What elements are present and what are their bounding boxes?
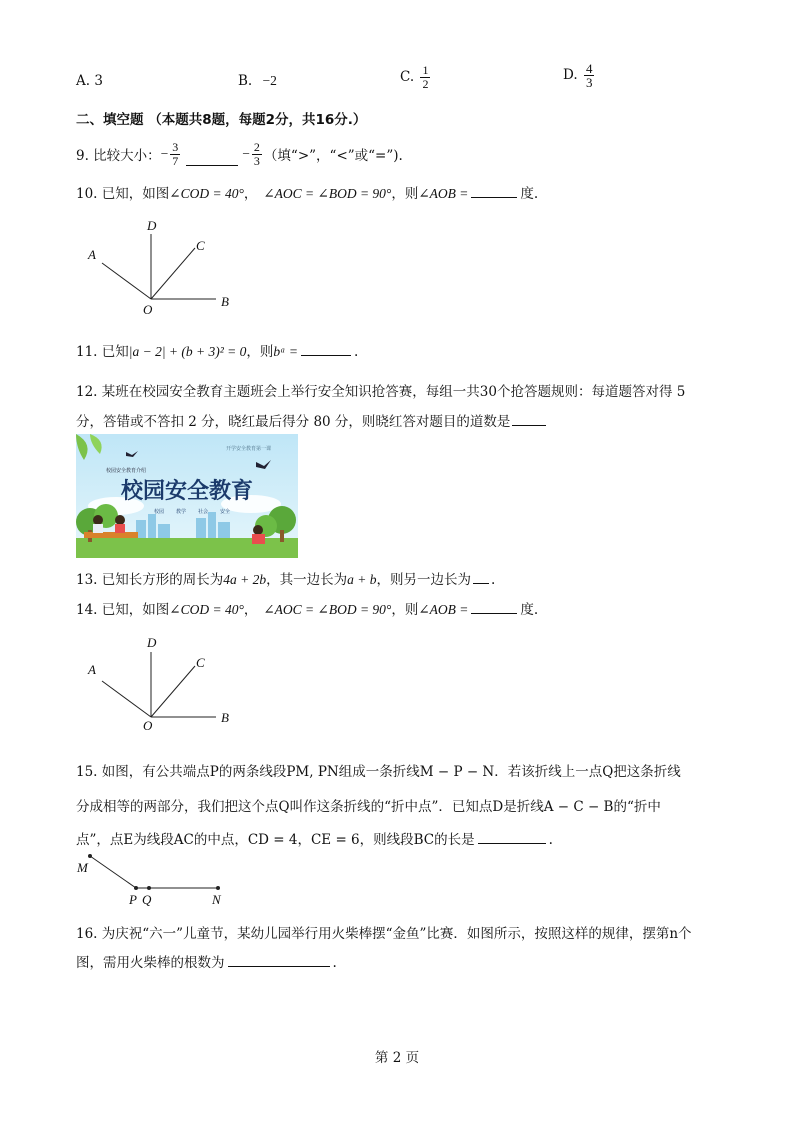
label-n: N xyxy=(212,892,221,907)
ray-oa xyxy=(102,681,151,717)
option-letter: A. xyxy=(76,73,91,89)
question-13: 13. 已知长方形的周长为4a + 2b，其一边长为a + b，则另一边长为 . xyxy=(76,572,496,588)
section-title: 二、填空题 （本题共8题，每题2分，共16分.） xyxy=(76,112,367,128)
fraction: $\frac{2}{3}$ xyxy=(253,139,260,168)
point-q xyxy=(147,886,151,890)
label-o: O xyxy=(143,302,153,317)
label-a: A xyxy=(88,247,96,262)
banner-tag: 校园 xyxy=(154,509,165,515)
option-letter: C. xyxy=(400,69,415,85)
option-d xyxy=(563,62,596,89)
desk xyxy=(84,532,138,538)
fraction: $\frac{1}{2}$ xyxy=(422,63,429,91)
question-16-line-1: 16. 为庆祝“六一”儿童节，某幼儿园举行用火柴棒摆“金鱼”比赛．如图所示，按照这样的规律，摆第n个 xyxy=(76,926,692,942)
point-m xyxy=(88,854,92,858)
point-n xyxy=(216,886,220,890)
answer-blank xyxy=(478,831,546,844)
question-11: 11. 已知|a − 2| + (b + 3)² = 0，则bᵃ = . xyxy=(76,344,359,360)
answer-blank xyxy=(186,153,238,166)
banner-tag: 安全 xyxy=(220,509,231,515)
label-c: C xyxy=(196,655,205,670)
ray-oc xyxy=(151,666,195,717)
polyline-figure xyxy=(74,848,234,910)
option-a xyxy=(76,73,103,89)
option-c xyxy=(400,64,432,91)
question-15-line-1: 15. 如图，有公共端点P的两条线段PM, PN组成一条折线M − P − N．若该折线上一点Q把这条折线 xyxy=(76,764,681,780)
ray-oc xyxy=(151,248,195,299)
banner-title: 校园安全教育 xyxy=(120,479,254,504)
student xyxy=(115,515,125,525)
fraction: $\frac{3}{7}$ xyxy=(172,139,179,168)
option-b xyxy=(238,73,277,89)
option-letter: B. xyxy=(238,73,253,89)
label-a: A xyxy=(88,662,96,677)
banner-top-left: 校园安全教育介绍 xyxy=(106,468,147,474)
answer-blank xyxy=(301,343,351,356)
reading-child xyxy=(253,525,263,535)
angle-figure-2 xyxy=(80,633,250,738)
answer-blank xyxy=(512,413,546,426)
question-15-line-3: 点”，点E为线段AC的中点，CD = 4，CE = 6，则线段BC的长是 . xyxy=(76,832,553,848)
question-14: 14. 已知，如图∠COD = 40°， ∠AOC = ∠BOD = 90°，则∠AOB = 度. xyxy=(76,602,539,618)
segment-pm xyxy=(90,856,136,888)
page-footer: 第 2 页 xyxy=(374,1050,420,1066)
point-p xyxy=(134,886,138,890)
question-12-line-2: 分，答错或不答扣 2 分，晓红最后得分 80 分，则晓红答对题目的道数是 xyxy=(76,410,546,430)
ray-oa xyxy=(102,263,151,299)
label-b: B xyxy=(221,294,229,309)
option-value: 3 xyxy=(94,73,103,89)
answer-blank xyxy=(473,571,489,584)
banner-top-right: 开学安全教育第一课 xyxy=(226,446,272,452)
fraction: $\frac{4}{3}$ xyxy=(585,61,593,90)
question-9: 9. 比较大小： − $\frac{3}{7}$ − $\frac{2}{3}$ （填“>”，“<”或“=”). xyxy=(76,139,403,168)
question-10: 10. 已知，如图∠COD = 40°， ∠AOC = ∠BOD = 90°，则∠AOB = 度. xyxy=(76,186,539,202)
label-b: B xyxy=(221,710,229,725)
question-15-line-2: 分成相等的两部分，我们把这个点Q叫作这条折线的“折中点”．已知点D是折线A − C − B的“折中 xyxy=(76,799,661,815)
option-letter: D. xyxy=(563,67,578,83)
banner-tag: 社会 xyxy=(198,509,209,515)
label-m: M xyxy=(77,860,88,875)
option-value: −2 xyxy=(262,73,277,88)
safety-education-banner xyxy=(76,434,298,558)
student xyxy=(93,515,103,525)
label-c: C xyxy=(196,238,205,253)
answer-blank xyxy=(471,601,517,614)
question-16-line-2: 图，需用火柴棒的根数为 . xyxy=(76,955,337,971)
label-q: Q xyxy=(142,892,152,907)
question-12-line-1: 12. 某班在校园安全教育主题班会上举行安全知识抢答赛，每组一共30个抢答题规则：每道题答对得 5 xyxy=(76,384,686,400)
label-o: O xyxy=(143,718,153,733)
banner-tag: 教学 xyxy=(176,509,187,515)
angle-figure-1 xyxy=(80,215,250,320)
label-d: D xyxy=(147,635,157,650)
label-p: P xyxy=(129,892,137,907)
answer-blank xyxy=(228,954,330,967)
label-d: D xyxy=(147,218,157,233)
answer-blank xyxy=(471,185,517,198)
